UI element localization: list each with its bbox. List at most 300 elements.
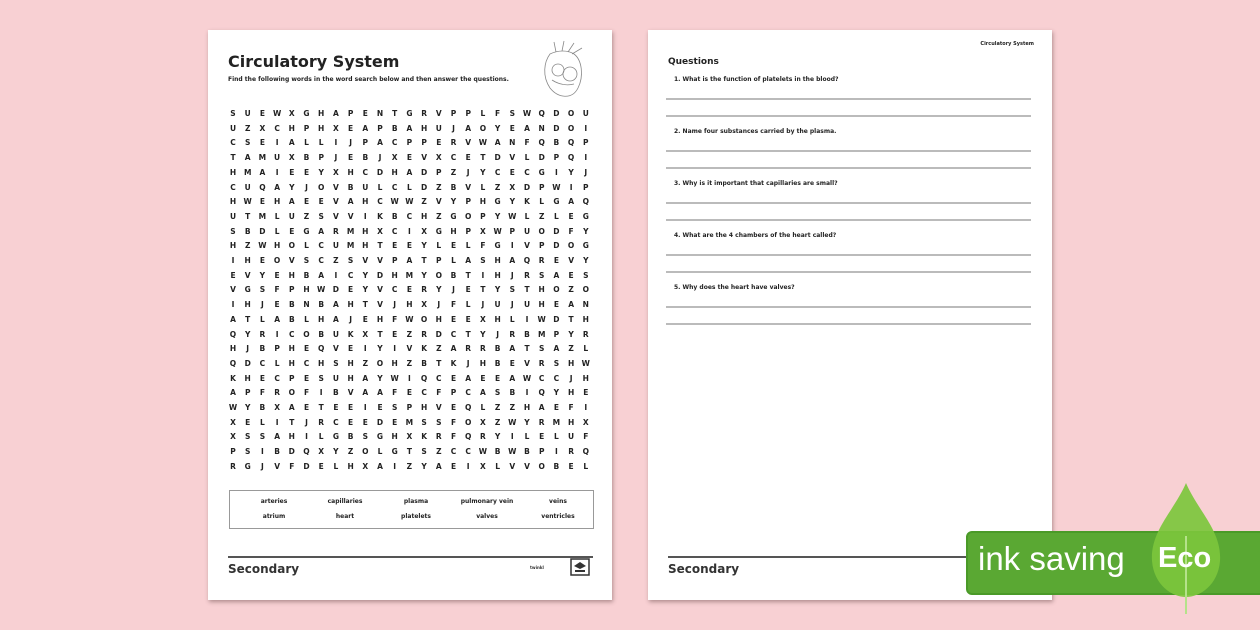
grid-letter: B: [259, 344, 266, 354]
page-header: Circulatory System: [980, 41, 1034, 47]
grid-letter: I: [393, 344, 397, 354]
word-list-item: pulmonary vein: [460, 498, 514, 505]
grid-letter: J: [246, 344, 250, 354]
grid-letter: A: [362, 373, 369, 383]
grid-letter: S: [333, 358, 339, 368]
footer-level: Secondary: [668, 562, 740, 576]
grid-letter: V: [435, 109, 442, 118]
grid-letter: I: [334, 270, 338, 280]
page-title: Circulatory System: [228, 52, 400, 71]
answer-line[interactable]: [666, 306, 1031, 308]
grid-letter: E: [568, 461, 574, 471]
grid-letter: A: [274, 182, 280, 192]
grid-letter: W: [537, 314, 546, 324]
grid-letter: J: [452, 123, 455, 133]
answer-line[interactable]: [666, 271, 1031, 273]
grid-letter: Z: [406, 461, 413, 471]
question-1: 1. What is the function of platelets in the blood?: [674, 76, 839, 83]
grid-letter: E: [259, 197, 265, 207]
grid-letter: L: [318, 138, 324, 148]
answer-line[interactable]: [666, 202, 1031, 204]
grid-letter: H: [229, 241, 237, 251]
grid-letter: U: [332, 241, 339, 251]
grid-letter: V: [230, 285, 236, 295]
grid-letter: O: [317, 182, 325, 192]
grid-letter: P: [230, 447, 236, 457]
grid-letter: V: [524, 358, 530, 368]
grid-letter: P: [406, 138, 413, 148]
grid-letter: Z: [421, 197, 427, 207]
grid-letter: A: [377, 138, 383, 148]
grid-letter: F: [289, 461, 295, 471]
grid-letter: X: [230, 417, 236, 427]
grid-letter: G: [553, 197, 560, 207]
grid-letter: I: [584, 403, 588, 412]
grid-letter: C: [421, 388, 427, 398]
grid-letter: L: [304, 138, 309, 148]
grid-letter: B: [524, 329, 530, 339]
grid-letter: K: [377, 211, 383, 221]
grid-letter: S: [244, 447, 251, 457]
grid-letter: A: [362, 388, 369, 398]
grid-letter: H: [362, 226, 369, 236]
grid-letter: N: [582, 300, 589, 310]
grid-letter: L: [407, 182, 412, 192]
grid-letter: V: [377, 285, 383, 295]
grid-letter: Z: [436, 344, 442, 354]
grid-letter: H: [479, 197, 487, 207]
grid-letter: C: [553, 373, 560, 383]
grid-letter: Q: [317, 344, 325, 354]
grid-letter: D: [435, 329, 442, 339]
grid-letter: B: [362, 153, 369, 163]
grid-letter: L: [554, 211, 559, 221]
grid-letter: A: [553, 344, 560, 354]
grid-letter: E: [348, 285, 354, 295]
grid-letter: A: [377, 388, 383, 398]
grid-letter: I: [525, 314, 529, 324]
grid-letter: W: [390, 373, 399, 383]
grid-letter: Z: [568, 285, 574, 295]
grid-letter: R: [333, 226, 339, 236]
grid-letter: Z: [436, 182, 442, 192]
grid-letter: H: [567, 417, 575, 427]
grid-letter: X: [259, 123, 266, 133]
grid-letter: Y: [494, 432, 501, 442]
grid-letter: K: [421, 432, 427, 442]
grid-letter: L: [304, 314, 309, 324]
grid-letter: D: [523, 182, 531, 192]
grid-letter: V: [406, 344, 413, 354]
grid-letter: I: [275, 167, 279, 177]
grid-letter: H: [318, 123, 325, 133]
grid-letter: L: [274, 226, 280, 236]
questions-heading: Questions: [668, 57, 719, 67]
grid-letter: P: [480, 211, 486, 221]
grid-letter: F: [495, 109, 501, 118]
grid-letter: P: [583, 138, 589, 148]
grid-letter: R: [421, 285, 427, 295]
grid-letter: P: [538, 447, 545, 457]
grid-letter: E: [509, 167, 515, 177]
grid-letter: W: [581, 358, 590, 368]
grid-letter: E: [568, 211, 574, 221]
grid-letter: E: [245, 417, 251, 427]
grid-letter: T: [230, 153, 236, 163]
grid-letter: X: [582, 417, 589, 427]
grid-letter: H: [376, 314, 384, 324]
grid-letter: U: [494, 300, 501, 310]
grid-letter: H: [582, 314, 589, 324]
grid-letter: Y: [318, 167, 324, 177]
grid-letter: A: [479, 388, 486, 398]
heart-illustration-icon: [538, 40, 588, 102]
grid-letter: U: [332, 373, 339, 383]
grid-letter: F: [274, 285, 280, 295]
grid-letter: S: [480, 256, 486, 265]
grid-letter: D: [288, 447, 295, 457]
grid-letter: G: [582, 211, 589, 221]
grid-letter: F: [392, 314, 398, 324]
grid-letter: X: [479, 226, 486, 236]
answer-line[interactable]: [666, 167, 1031, 169]
grid-letter: A: [362, 123, 369, 133]
grid-letter: L: [509, 314, 515, 324]
grid-letter: E: [230, 270, 236, 280]
grid-letter: Y: [494, 285, 501, 295]
grid-letter: H: [347, 167, 354, 177]
grid-letter: X: [391, 153, 398, 163]
grid-letter: W: [493, 226, 502, 236]
grid-letter: G: [582, 241, 589, 251]
grid-letter: H: [391, 432, 398, 442]
grid-letter: R: [480, 432, 486, 442]
grid-letter: K: [421, 344, 427, 354]
grid-letter: A: [244, 153, 251, 163]
grid-letter: K: [524, 197, 530, 207]
grid-letter: M: [552, 417, 561, 427]
grid-letter: L: [274, 211, 280, 221]
grid-letter: W: [508, 211, 517, 221]
grid-letter: Y: [480, 329, 486, 339]
grid-letter: D: [553, 109, 560, 118]
grid-letter: C: [450, 329, 457, 339]
grid-letter: V: [568, 256, 574, 265]
grid-letter: E: [274, 270, 280, 280]
grid-letter: A: [230, 314, 236, 324]
grid-letter: H: [347, 300, 354, 310]
grid-letter: J: [349, 314, 352, 324]
grid-letter: B: [288, 300, 295, 310]
grid-letter: J: [569, 373, 573, 383]
grid-letter: S: [538, 344, 545, 354]
grid-letter: O: [567, 109, 575, 118]
grid-letter: C: [450, 447, 457, 457]
grid-letter: E: [289, 167, 295, 177]
grid-letter: H: [567, 388, 575, 398]
grid-letter: L: [274, 358, 280, 368]
grid-letter: Z: [494, 403, 501, 412]
grid-letter: S: [421, 447, 427, 457]
grid-letter: L: [333, 461, 339, 471]
grid-letter: D: [420, 167, 428, 177]
grid-letter: H: [420, 403, 428, 412]
grid-letter: E: [303, 373, 310, 383]
grid-letter: T: [465, 329, 471, 339]
grid-letter: I: [407, 373, 411, 383]
grid-letter: J: [260, 461, 264, 471]
grid-letter: P: [421, 138, 427, 148]
grid-letter: S: [259, 432, 266, 442]
grid-letter: M: [405, 417, 414, 427]
grid-letter: P: [377, 123, 383, 133]
grid-letter: F: [568, 226, 574, 236]
grid-letter: V: [332, 211, 339, 221]
grid-letter: G: [303, 226, 310, 236]
grid-letter: W: [478, 138, 488, 148]
grid-letter: J: [305, 417, 308, 427]
grid-letter: E: [480, 373, 486, 383]
grid-letter: K: [230, 373, 236, 383]
grid-letter: E: [509, 123, 515, 133]
grid-letter: K: [450, 358, 457, 368]
grid-letter: Y: [524, 417, 530, 427]
grid-letter: L: [480, 403, 486, 412]
grid-letter: H: [318, 314, 325, 324]
grid-letter: C: [230, 182, 236, 192]
grid-letter: C: [333, 417, 339, 427]
grid-letter: Q: [523, 256, 531, 265]
grid-letter: Q: [582, 197, 589, 207]
grid-letter: R: [318, 417, 325, 427]
grid-letter: S: [391, 403, 398, 412]
grid-letter: D: [332, 285, 339, 295]
answer-line[interactable]: [666, 115, 1031, 117]
grid-letter: L: [260, 417, 265, 427]
grid-letter: G: [332, 432, 339, 442]
grid-letter: V: [347, 211, 354, 221]
grid-letter: H: [420, 123, 428, 133]
grid-letter: E: [348, 344, 354, 354]
grid-letter: E: [568, 270, 574, 280]
grid-letter: Y: [450, 197, 457, 207]
grid-letter: E: [259, 373, 265, 383]
grid-letter: O: [553, 285, 560, 295]
grid-letter: X: [479, 314, 486, 324]
grid-letter: Y: [244, 403, 251, 412]
grid-letter: Q: [259, 182, 266, 192]
grid-letter: P: [406, 403, 413, 412]
answer-line[interactable]: [666, 323, 1031, 325]
grid-letter: V: [244, 270, 251, 280]
grid-letter: H: [420, 211, 428, 221]
answer-line[interactable]: [666, 98, 1031, 100]
grid-letter: A: [553, 270, 560, 280]
grid-letter: H: [450, 226, 457, 236]
grid-letter: M: [346, 226, 355, 236]
grid-letter: P: [347, 109, 354, 118]
grid-letter: V: [421, 153, 427, 163]
grid-letter: V: [524, 241, 530, 251]
grid-letter: Z: [494, 182, 501, 192]
grid-letter: E: [259, 256, 265, 265]
grid-letter: I: [554, 447, 558, 457]
answer-line[interactable]: [666, 254, 1031, 256]
twinkl-logo-icon: [570, 558, 590, 576]
word-list-item: arteries: [260, 498, 288, 505]
grid-letter: P: [538, 241, 545, 251]
grid-letter: E: [348, 417, 354, 427]
grid-letter: G: [244, 285, 251, 295]
grid-letter: G: [538, 167, 545, 177]
grid-letter: X: [435, 153, 442, 163]
grid-letter: J: [349, 138, 352, 148]
grid-letter: V: [509, 461, 516, 471]
grid-letter: G: [406, 109, 413, 118]
grid-letter: H: [229, 197, 237, 207]
grid-letter: Y: [259, 270, 266, 280]
grid-letter: F: [450, 300, 457, 310]
grid-letter: B: [347, 182, 354, 192]
grid-letter: V: [332, 182, 339, 192]
grid-letter: D: [553, 241, 560, 251]
grid-letter: P: [289, 285, 295, 295]
grid-letter: Y: [421, 241, 427, 251]
question-3: 3. Why is it important that capillaries are small?: [674, 180, 838, 187]
grid-letter: U: [229, 123, 237, 133]
grid-letter: E: [392, 329, 398, 339]
grid-letter: H: [288, 270, 295, 280]
grid-letter: I: [260, 447, 264, 457]
grid-letter: W: [552, 182, 561, 192]
grid-letter: W: [405, 197, 414, 207]
grid-letter: I: [525, 388, 529, 398]
grid-letter: Z: [568, 344, 574, 354]
grid-letter: Y: [421, 270, 427, 280]
grid-letter: Z: [362, 358, 369, 368]
grid-letter: Y: [494, 211, 501, 221]
grid-letter: S: [538, 270, 545, 280]
grid-letter: P: [583, 182, 589, 192]
word-list-item: veins: [549, 498, 567, 505]
grid-letter: S: [494, 388, 501, 398]
grid-letter: P: [465, 226, 471, 236]
grid-letter: E: [553, 256, 559, 265]
grid-letter: L: [495, 461, 500, 471]
grid-letter: V: [347, 388, 354, 398]
grid-letter: U: [435, 123, 442, 133]
grid-letter: S: [436, 417, 442, 427]
grid-letter: I: [275, 417, 279, 427]
word-list-item: heart: [335, 513, 355, 520]
grid-letter: F: [259, 388, 265, 398]
grid-letter: B: [494, 447, 501, 457]
grid-letter: L: [465, 241, 471, 251]
grid-letter: P: [274, 344, 280, 354]
grid-letter: O: [435, 270, 442, 280]
grid-letter: A: [230, 388, 236, 398]
grid-letter: A: [288, 403, 295, 412]
grid-letter: K: [347, 329, 354, 339]
grid-letter: Y: [553, 388, 560, 398]
grid-letter: R: [421, 329, 427, 339]
instructions: Find the following words in the word search below and then answer the questions.: [228, 76, 509, 83]
grid-letter: P: [362, 138, 369, 148]
grid-letter: A: [318, 226, 325, 236]
grid-letter: S: [303, 256, 310, 265]
grid-letter: V: [274, 461, 280, 471]
grid-letter: A: [347, 197, 354, 207]
grid-letter: Z: [406, 358, 413, 368]
grid-letter: A: [465, 256, 472, 265]
grid-letter: C: [450, 153, 457, 163]
grid-letter: E: [465, 285, 471, 295]
grid-letter: H: [273, 241, 281, 251]
grid-letter: S: [421, 417, 427, 427]
grid-letter: S: [244, 138, 251, 148]
grid-letter: V: [362, 256, 369, 265]
grid-letter: B: [288, 314, 295, 324]
grid-letter: W: [478, 447, 488, 457]
grid-letter: S: [362, 432, 368, 442]
grid-letter: C: [465, 447, 471, 457]
grid-letter: H: [582, 373, 589, 383]
grid-letter: C: [318, 241, 324, 251]
grid-letter: A: [274, 314, 280, 324]
grid-letter: S: [230, 226, 236, 236]
grid-letter: V: [509, 153, 516, 163]
grid-letter: Z: [303, 211, 310, 221]
grid-letter: X: [377, 226, 383, 236]
grid-letter: A: [288, 197, 295, 207]
grid-letter: J: [496, 329, 499, 339]
grid-letter: I: [584, 153, 588, 163]
grid-letter: H: [391, 270, 398, 280]
grid-letter: M: [537, 329, 546, 339]
grid-letter: W: [228, 403, 238, 412]
grid-letter: J: [584, 167, 588, 177]
grid-letter: Y: [568, 167, 574, 177]
grid-letter: E: [465, 153, 471, 163]
word-list-item: plasma: [403, 498, 429, 505]
grid-letter: L: [377, 447, 383, 457]
grid-letter: E: [553, 300, 559, 310]
grid-letter: O: [538, 226, 545, 236]
grid-letter: Q: [538, 138, 545, 148]
grid-letter: X: [288, 153, 295, 163]
grid-letter: O: [288, 241, 295, 251]
grid-letter: M: [243, 167, 252, 177]
grid-letter: T: [568, 314, 574, 324]
grid-letter: C: [259, 358, 266, 368]
grid-letter: O: [376, 358, 384, 368]
grid-letter: E: [406, 241, 412, 251]
grid-letter: L: [524, 211, 530, 221]
grid-letter: P: [509, 226, 516, 236]
grid-letter: I: [363, 344, 367, 354]
grid-letter: B: [391, 211, 398, 221]
grid-letter: L: [318, 432, 324, 442]
answer-line[interactable]: [666, 219, 1031, 221]
grid-letter: I: [407, 226, 411, 236]
grid-letter: A: [450, 344, 457, 354]
grid-letter: B: [553, 138, 560, 148]
grid-letter: Z: [436, 211, 442, 221]
answer-line[interactable]: [666, 150, 1031, 152]
grid-letter: P: [436, 167, 442, 177]
grid-letter: C: [494, 167, 501, 177]
grid-letter: H: [494, 314, 501, 324]
